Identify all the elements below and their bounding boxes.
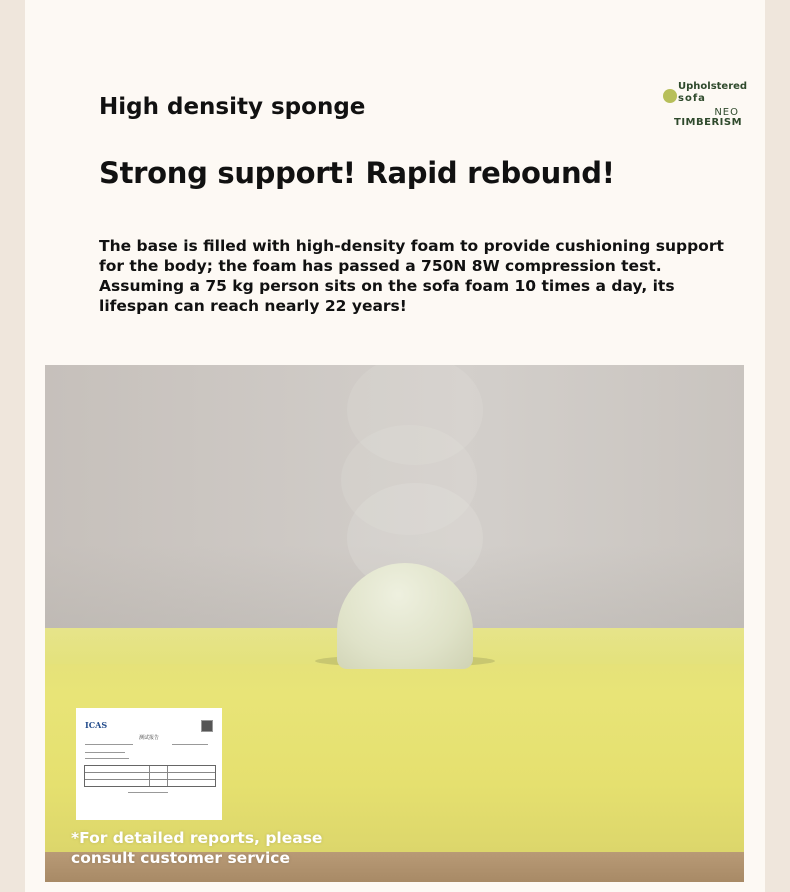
brand-logo [663, 80, 748, 130]
page-heading: High density sponge [99, 94, 366, 120]
report-line [85, 744, 133, 745]
brand-dot-icon [663, 89, 677, 103]
report-table-col [167, 766, 168, 786]
report-table-row [85, 779, 215, 780]
report-table [84, 765, 216, 787]
report-line [128, 792, 168, 793]
report-caption [71, 828, 322, 868]
caption-line-2: consult customer service [71, 849, 290, 867]
report-line [85, 752, 125, 753]
test-report-thumbnail [76, 708, 222, 820]
brand-line-1: Upholstered [678, 81, 748, 92]
brand-line-2: sofa [678, 93, 706, 104]
report-table-col [149, 766, 150, 786]
report-line [85, 758, 129, 759]
report-logo: ICAS [85, 720, 108, 730]
foam-photo [45, 365, 744, 882]
report-table-row [85, 772, 215, 773]
product-description: The base is filled with high-density foam to provide cushioning support for the body; the foam has passed a 750N 8W compression test. Assuming a 75 kg person sits on the sofa foam 10 times a day, its lifespan can reach nearly 22 years! [99, 237, 724, 315]
page-tagline: Strong support! Rapid rebound! [99, 156, 615, 190]
caption-line-1: *For detailed reports, please [71, 829, 323, 847]
report-line [172, 744, 208, 745]
report-title: 测试报告 [138, 735, 159, 741]
brand-line-3: NEO [714, 107, 739, 118]
brand-line-4: TIMBERISM [674, 117, 743, 128]
qr-code-icon [201, 720, 213, 732]
